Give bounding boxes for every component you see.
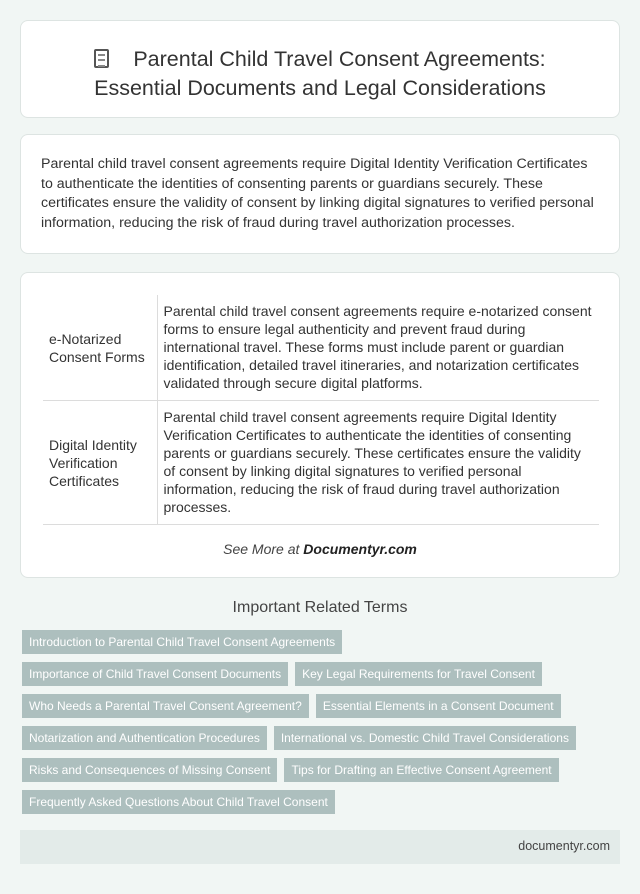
related-term-tag[interactable]: International vs. Domestic Child Travel Considerations bbox=[274, 726, 576, 750]
related-term-tag[interactable]: Notarization and Authentication Procedures bbox=[22, 726, 267, 750]
summary-card bbox=[20, 134, 620, 254]
see-more-link[interactable]: Documentyr.com bbox=[303, 541, 417, 557]
see-more-line bbox=[21, 541, 619, 557]
page-title bbox=[21, 45, 619, 103]
document-icon bbox=[94, 49, 109, 68]
footer-site-link[interactable]: documentyr.com bbox=[518, 839, 610, 853]
definitions-table bbox=[43, 295, 599, 525]
related-term-tag[interactable]: Key Legal Requirements for Travel Consent bbox=[295, 662, 542, 686]
page-title-line2: Essential Documents and Legal Considerations bbox=[94, 76, 546, 100]
related-term-tag[interactable]: Risks and Consequences of Missing Consent bbox=[22, 758, 277, 782]
related-term-tag[interactable]: Introduction to Parental Child Travel Consent Agreements bbox=[22, 630, 342, 654]
see-more-prefix: See More at bbox=[223, 541, 304, 557]
footer-bar bbox=[20, 830, 620, 864]
related-terms-heading: Important Related Terms bbox=[232, 599, 408, 616]
related-terms-list bbox=[22, 630, 602, 814]
related-term-tag[interactable]: Frequently Asked Questions About Child Travel Consent bbox=[22, 790, 335, 814]
related-term-tag[interactable]: Importance of Child Travel Consent Documents bbox=[22, 662, 288, 686]
definitions-card bbox=[20, 272, 620, 578]
title-card bbox=[20, 20, 620, 118]
term-cell: Digital Identity Verification Certificates bbox=[43, 401, 157, 525]
summary-text: Parental child travel consent agreements require Digital Identity Verification Certificates to authenticate the identities of consenting parents or guardians securely. These certificates ensure the validity of consent by linking digital signatures to verified personal information, reducing the risk of fraud during travel authorization processes. bbox=[41, 156, 594, 231]
description-cell: Parental child travel consent agreements require e-notarized consent forms to ensure legal authenticity and prevent fraud during international travel. These forms must include parent or guardian identification, detailed travel itineraries, and notarization certificates validated through secure digital platforms. bbox=[157, 295, 599, 401]
table-row bbox=[43, 295, 599, 401]
page-title-line1: Parental Child Travel Consent Agreements: bbox=[133, 47, 546, 71]
description-cell: Parental child travel consent agreements require Digital Identity Verification Certificates to authenticate the identities of consenting parents or guardians securely. These certificates ensure the validity of consent by linking digital signatures to verified personal information, reducing the risk of fraud during travel authorization processes. bbox=[157, 401, 599, 525]
related-term-tag[interactable]: Essential Elements in a Consent Document bbox=[316, 694, 561, 718]
related-term-tag[interactable]: Who Needs a Parental Travel Consent Agreement? bbox=[22, 694, 309, 718]
related-term-tag[interactable]: Tips for Drafting an Effective Consent Agreement bbox=[284, 758, 558, 782]
term-cell: e-Notarized Consent Forms bbox=[43, 295, 157, 401]
table-row bbox=[43, 401, 599, 525]
